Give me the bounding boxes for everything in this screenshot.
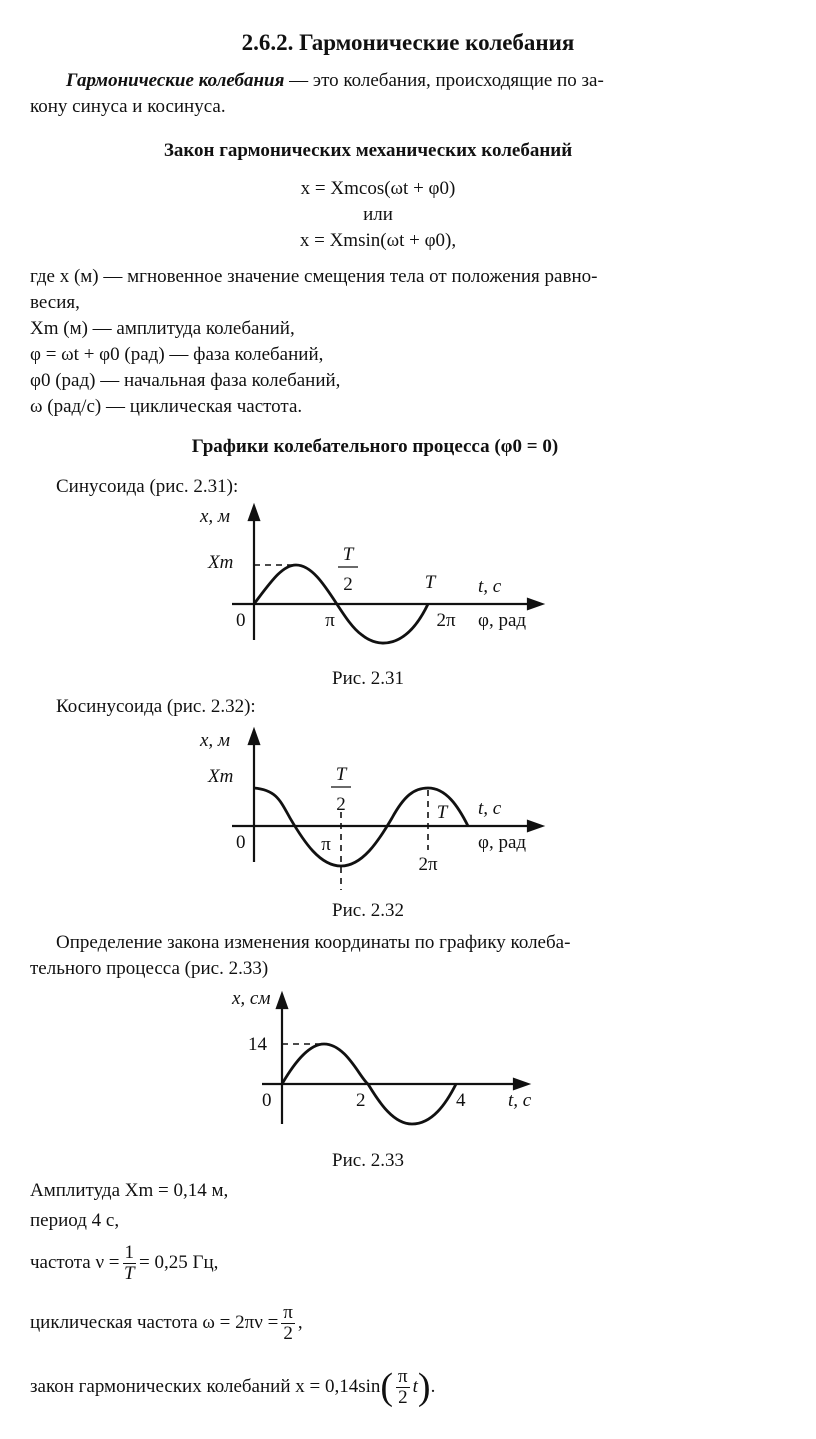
sine-y-label: x, м [200, 506, 231, 527]
sine-amp-label: Xm [208, 552, 234, 573]
example-x-arrow [514, 1079, 528, 1089]
def-phase: φ = ωt + φ0 (рад) — фаза колебаний, [30, 344, 324, 365]
example-two: 2 [356, 1090, 366, 1111]
section-title: 2.6.2. Гармонические колебания [241, 30, 575, 55]
law-var: t [412, 1376, 418, 1397]
right-paren: ) [417, 1366, 431, 1408]
sine-intro: Синусоида (рис. 2.31): [56, 476, 239, 497]
cosine-zero: 0 [236, 832, 246, 853]
def-x-cont: весия, [30, 292, 80, 313]
cosine-t-label: t, с [478, 798, 502, 819]
example-zero: 0 [262, 1090, 272, 1111]
def-x: где x (м) — мгновенное значение смещения тела от положения равно- [30, 266, 598, 287]
example-four: 4 [456, 1090, 466, 1111]
law-or: или [363, 204, 393, 225]
law-formula-sin: x = Xmsin(ωt + φ0), [299, 230, 457, 251]
cosine-amp-label: Xm [208, 766, 234, 787]
result-amplitude: Амплитуда Xm = 0,14 м, [30, 1180, 229, 1201]
example-y-label: x, см [232, 988, 271, 1009]
left-paren: ( [380, 1366, 394, 1408]
example-caption: Рис. 2.33 [332, 1150, 404, 1171]
cosine-pi: π [321, 834, 331, 855]
sine-zero: 0 [236, 610, 246, 631]
law-den: 2 [398, 1386, 408, 1408]
sine-caption: Рис. 2.31 [332, 668, 404, 689]
cosine-intro: Косинусоида (рис. 2.32): [56, 696, 256, 717]
example-amp-label: 14 [248, 1034, 267, 1055]
cosine-period-T: T [436, 802, 448, 823]
sine-half-2: 2 [343, 574, 353, 595]
sine-y-arrow [249, 506, 259, 520]
example-t-label: t, с [508, 1090, 532, 1111]
example-graph [0, 984, 816, 1134]
frequency-den: T [123, 1262, 135, 1284]
def-cyclic-frequency: ω (рад/с) — циклическая частота. [30, 396, 303, 417]
cyclic-den: 2 [283, 1322, 293, 1344]
cyclic-fraction [281, 1303, 295, 1344]
definition-line-2: кону синуса и косинуса. [30, 96, 226, 117]
frequency-prefix: частота ν = [30, 1252, 120, 1273]
frequency-fraction [123, 1243, 137, 1284]
definition-term: Гармонические колебания [66, 70, 285, 91]
def-amplitude: Xm (м) — амплитуда колебаний, [30, 318, 295, 339]
result-frequency [30, 1240, 218, 1286]
sine-phi-label: φ, рад [478, 610, 527, 631]
cosine-2pi: 2π [418, 854, 438, 875]
cosine-caption: Рис. 2.32 [332, 900, 404, 921]
cosine-half-2: 2 [336, 794, 346, 815]
sine-x-arrow [528, 599, 542, 609]
cyclic-num: π [283, 1301, 293, 1323]
example-y-arrow [277, 994, 287, 1008]
cosine-half-T: T [335, 764, 347, 785]
sine-pi: π [325, 610, 335, 631]
cosine-x-arrow [528, 821, 542, 831]
def-initial-phase: φ0 (рад) — начальная фаза колебаний, [30, 370, 341, 391]
sine-half-T: T [342, 544, 354, 565]
cosine-y-arrow [249, 730, 259, 744]
sine-period-T: T [424, 572, 436, 593]
result-law [30, 1362, 435, 1412]
example-intro-1: Определение закона изменения координаты по графику колеба- [56, 932, 571, 953]
cyclic-suffix: , [297, 1312, 303, 1333]
frequency-suffix: = 0,25 Гц, [139, 1252, 219, 1273]
law-num: π [398, 1365, 408, 1387]
law-suffix: . [430, 1376, 436, 1397]
law-result-prefix: закон гармонических колебаний x = 0,14sin [30, 1376, 381, 1397]
frequency-num: 1 [124, 1241, 134, 1263]
law-heading: Закон гармонических механических колебаний [163, 140, 573, 161]
cosine-phi-label: φ, рад [478, 832, 527, 853]
definition-text: — это колебания, происходящие по за- [284, 70, 604, 91]
definition-line-1 [66, 70, 604, 92]
law-formula-cos: x = Xmcos(ωt + φ0) [300, 178, 456, 199]
sine-2pi: 2π [436, 610, 456, 631]
cosine-y-label: x, м [200, 730, 231, 751]
sine-graph [0, 500, 816, 660]
cyclic-prefix: циклическая частота ω = 2πν = [30, 1312, 279, 1333]
graphs-heading: Графики колебательного процесса (φ0 = 0) [191, 436, 559, 457]
result-period: период 4 с, [30, 1210, 120, 1231]
cosine-graph [0, 722, 816, 898]
example-intro-2: тельного процесса (рис. 2.33) [30, 958, 269, 979]
law-fraction [396, 1367, 410, 1408]
sine-t-label: t, с [478, 576, 502, 597]
result-cyclic-frequency [30, 1300, 303, 1346]
